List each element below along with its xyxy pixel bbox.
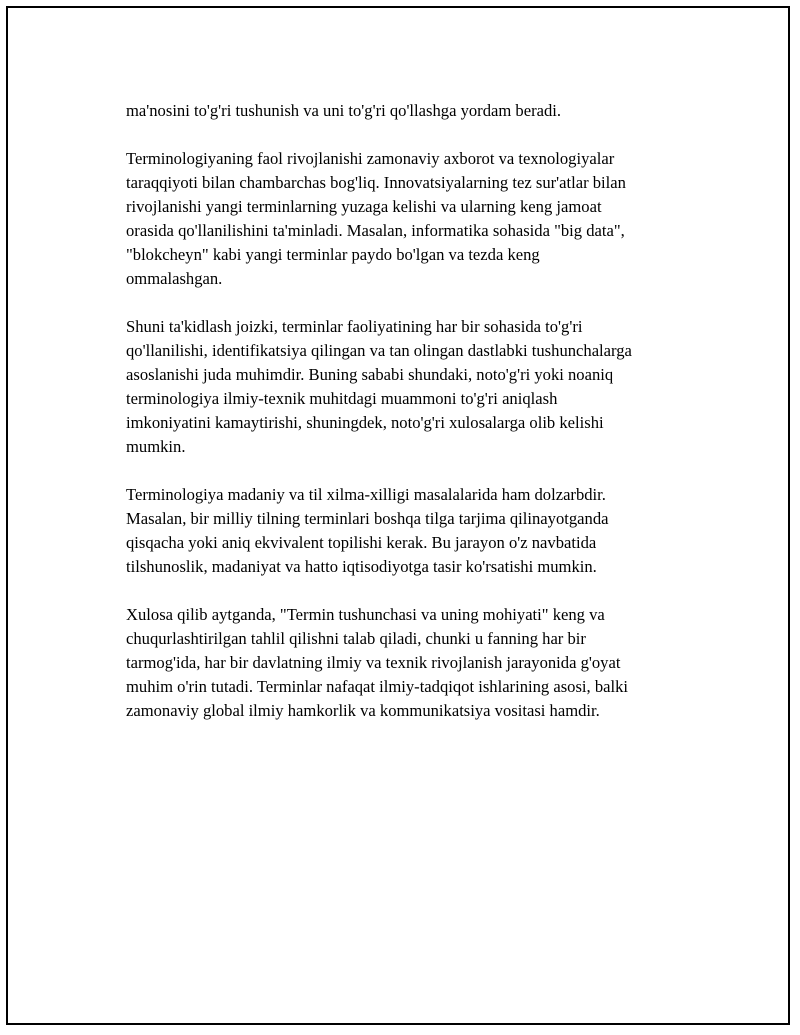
paragraph-3: Shuni ta'kidlash joizki, terminlar faoliyatining har bir sohasida to'g'ri qo'llanilishi, identifikatsiya qilingan va tan olingan dastlabki tushunchalarga asoslanishi juda muhimdir. Buning sababi shundaki, noto'g'ri yoki noaniq terminologiya ilmiy-texnik muhitdagi muammoni to'g'ri aniqlash imkoniyatini kamaytirishi, shuningdek, noto'g'ri xulosalarga olib kelishi mumkin. [126,317,632,456]
paragraph-2: Terminologiyaning faol rivojlanishi zamonaviy axborot va texnologiyalar taraqqiyoti bilan chambarchas bog'liq. Innovatsiyalarning tez sur'atlar bilan rivojlanishi yangi terminlarning yuzaga kelishi va ularning keng jamoat orasida qo'llanilishini ta'minladi. Masalan, informatika sohasida "big data", "blokcheyn" kabi yangi terminlar paydo bo'lgan va tezda keng ommalashgan. [126,149,626,288]
paragraph-4: Terminologiya madaniy va til xilma-xilligi masalalarida ham dolzarbdir. Masalan, bir milliy tilning terminlari boshqa tilga tarjima qilinayotganda qisqacha yoki aniq ekvivalent topilishi kerak. Bu jarayon o'z navbatida tilshunoslik, madaniyat va hatto iqtisodiyotga tasir ko'rsatishi mumkin. [126,485,609,576]
document-body [126,99,686,747]
page-frame [6,6,790,1025]
paragraph-5: Xulosa qilib aytganda, "Termin tushunchasi va uning mohiyati" keng va chuqurlashtirilgan tahlil qilishni talab qiladi, chunki u fanning har bir tarmog'ida, har bir davlatning ilmiy va texnik rivojlanish jarayonida g'oyat muhim o'rin tutadi. Terminlar nafaqat ilmiy-tadqiqot ishlarining asosi, balki zamonaviy global ilmiy hamkorlik va kommunikatsiya vositasi hamdir. [126,605,629,720]
paragraph-1: ma'nosini to'g'ri tushunish va uni to'g'ri qo'llashga yordam beradi. [126,101,562,120]
